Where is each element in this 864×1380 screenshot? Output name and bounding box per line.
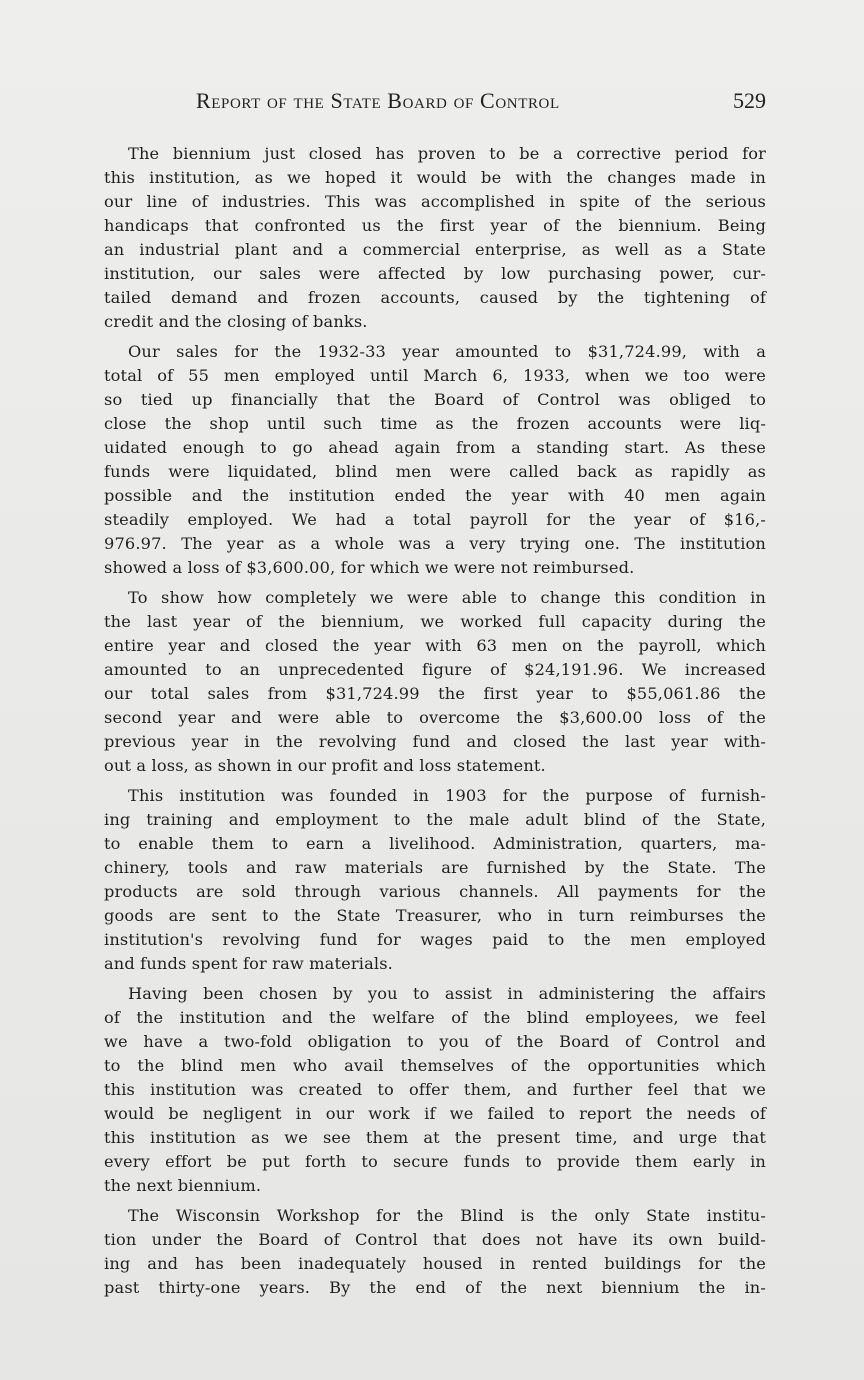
text-line: out a loss, as shown in our profit and loss statement. xyxy=(104,756,546,775)
text-line: total of 55 men employed until March 6, 1933, when we too were xyxy=(104,366,766,385)
text-line: uidated enough to go ahead again from a standing start. As these xyxy=(104,438,766,457)
text-line: Having been chosen by you to assist in administering the affairs xyxy=(128,984,766,1003)
text-line: our total sales from $31,724.99 the first year to $55,061.86 the xyxy=(104,684,766,703)
text-line: institution's revolving fund for wages paid to the men employed xyxy=(104,930,766,949)
text-line: tion under the Board of Control that does not have its own build- xyxy=(104,1230,766,1249)
text-line: To show how completely we were able to change this condition in xyxy=(128,588,766,607)
text-line: steadily employed. We had a total payroll for the year of $16,- xyxy=(104,510,766,529)
text-line: this institution as we see them at the present time, and urge that xyxy=(104,1128,766,1147)
text-line: past thirty-one years. By the end of the next biennium the in- xyxy=(104,1278,766,1297)
text-line: we have a two-fold obligation to you of the Board of Control and xyxy=(104,1032,766,1051)
text-line: every effort be put forth to secure funds to provide them early in xyxy=(104,1152,766,1171)
text-line: The biennium just closed has proven to be a corrective period for xyxy=(128,144,766,163)
paragraph xyxy=(104,784,766,976)
text-line: This institution was founded in 1903 for the purpose of furnish- xyxy=(128,786,766,805)
text-line: this institution, as we hoped it would be with the changes made in xyxy=(104,168,766,187)
text-line: amounted to an unprecedented figure of $24,191.96. We increased xyxy=(104,660,766,679)
text-line: entire year and closed the year with 63 men on the payroll, which xyxy=(104,636,766,655)
text-line: Our sales for the 1932-33 year amounted to $31,724.99, with a xyxy=(128,342,766,361)
text-line: so tied up financially that the Board of Control was obliged to xyxy=(104,390,766,409)
paragraph xyxy=(104,142,766,334)
paragraph xyxy=(104,340,766,580)
text-line: The Wisconsin Workshop for the Blind is the only State institu- xyxy=(128,1206,766,1225)
body-text xyxy=(104,142,766,1306)
text-line: credit and the closing of banks. xyxy=(104,312,368,331)
paragraph xyxy=(104,1204,766,1300)
text-line: to the blind men who avail themselves of the opportunities which xyxy=(104,1056,766,1075)
text-line: to enable them to earn a livelihood. Administration, quarters, ma- xyxy=(104,834,766,853)
text-line: of the institution and the welfare of the blind employees, we feel xyxy=(104,1008,766,1027)
text-line: ing and has been inadequately housed in rented buildings for the xyxy=(104,1254,766,1273)
text-line: close the shop until such time as the frozen accounts were liq- xyxy=(104,414,766,433)
text-line: chinery, tools and raw materials are furnished by the State. The xyxy=(104,858,766,877)
text-line: goods are sent to the State Treasurer, who in turn reimburses the xyxy=(104,906,766,925)
text-line: second year and were able to overcome the $3,600.00 loss of the xyxy=(104,708,766,727)
text-line: our line of industries. This was accomplished in spite of the serious xyxy=(104,192,766,211)
text-line: previous year in the revolving fund and closed the last year with- xyxy=(104,732,766,751)
text-line: would be negligent in our work if we failed to report the needs of xyxy=(104,1104,766,1123)
text-line: handicaps that confronted us the first year of the biennium. Being xyxy=(104,216,766,235)
text-line: funds were liquidated, blind men were called back as rapidly as xyxy=(104,462,766,481)
text-line: the next biennium. xyxy=(104,1176,262,1195)
text-line: institution, our sales were affected by low purchasing power, cur- xyxy=(104,264,766,283)
header-title: Report of the State Board of Control xyxy=(196,88,560,113)
running-header xyxy=(196,84,766,120)
text-line: this institution was created to offer them, and further feel that we xyxy=(104,1080,766,1099)
text-line: the last year of the biennium, we worked full capacity during the xyxy=(104,612,766,631)
text-line: 976.97. The year as a whole was a very trying one. The institution xyxy=(104,534,766,553)
text-line: tailed demand and frozen accounts, caused by the tightening of xyxy=(104,288,766,307)
text-line: an industrial plant and a commercial enterprise, as well as a State xyxy=(104,240,766,259)
paragraph xyxy=(104,586,766,778)
text-line: possible and the institution ended the year with 40 men again xyxy=(104,486,766,505)
page-number: 529 xyxy=(733,88,766,113)
text-line: showed a loss of $3,600.00, for which we were not reimbursed. xyxy=(104,558,635,577)
text-line: and funds spent for raw materials. xyxy=(104,954,393,973)
text-line: ing training and employment to the male adult blind of the State, xyxy=(104,810,766,829)
paragraph xyxy=(104,982,766,1198)
text-line: products are sold through various channels. All payments for the xyxy=(104,882,766,901)
